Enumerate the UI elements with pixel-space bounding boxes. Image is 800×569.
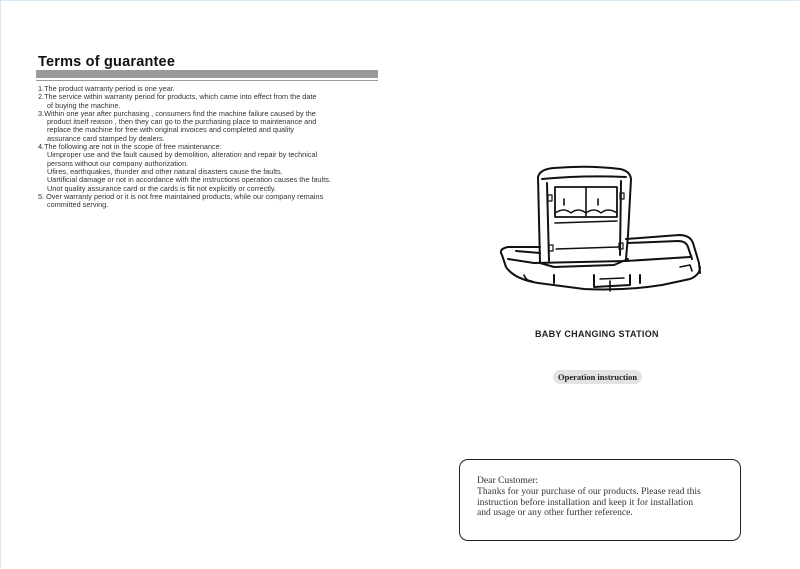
terms-list — [38, 85, 388, 209]
notice-line: instruction before installation and keep it for installation — [477, 496, 694, 508]
operation-instruction-badge: Operation instruction — [553, 370, 642, 384]
terms-line: Uimproper use and the fault caused by demolition, alteration and repair by technical — [47, 150, 318, 160]
notice-greeting: Dear Customer: — [477, 475, 539, 486]
terms-line: 2.The service within warranty period for products, which came into effect from the date — [38, 92, 317, 102]
terms-line: 1.The product warranty period is one year. — [38, 84, 175, 93]
terms-line: 4.The following are not in the scope of free maintenance: — [38, 142, 222, 152]
notice-line: and usage or any other further reference. — [477, 507, 633, 519]
terms-line: product itself reason , then they can go to the purchasing place to maintenance and — [47, 117, 317, 127]
terms-line: 3.Within one year after purchasing , consumers find the machine failure caused by the — [38, 108, 316, 118]
baby-changing-station-illustration — [494, 163, 706, 303]
customer-notice-box — [459, 459, 741, 541]
notice-line: Thanks for your purchase of our products. Please read this — [477, 485, 701, 497]
terms-line: persons without our company authorization. — [47, 158, 189, 168]
title-underline-bar — [36, 70, 378, 78]
terms-line: committed serving. — [47, 200, 109, 210]
terms-line: of buying the machine. — [47, 100, 121, 110]
product-name: BABY CHANGING STATION — [535, 329, 659, 339]
terms-line: assurance card stamped by dealers. — [47, 133, 165, 143]
terms-line: Uartificial damage or not in accordance with the instructions operation causes the faults. — [47, 175, 331, 185]
page-title: Terms of guarantee — [38, 54, 176, 70]
terms-line: Unot quality assurance card or the cards is flit not explicitly or correctly. — [47, 183, 276, 193]
title-underline-rule — [36, 80, 378, 81]
terms-line: 5. Over warranty period or it is not free maintained products, while our company remains — [38, 191, 324, 201]
terms-line: Ufires, earthquakes, thunder and other natural disasters cause the faults. — [47, 166, 283, 176]
terms-line: replace the machine for free with original invoices and completed and quality — [47, 125, 295, 135]
